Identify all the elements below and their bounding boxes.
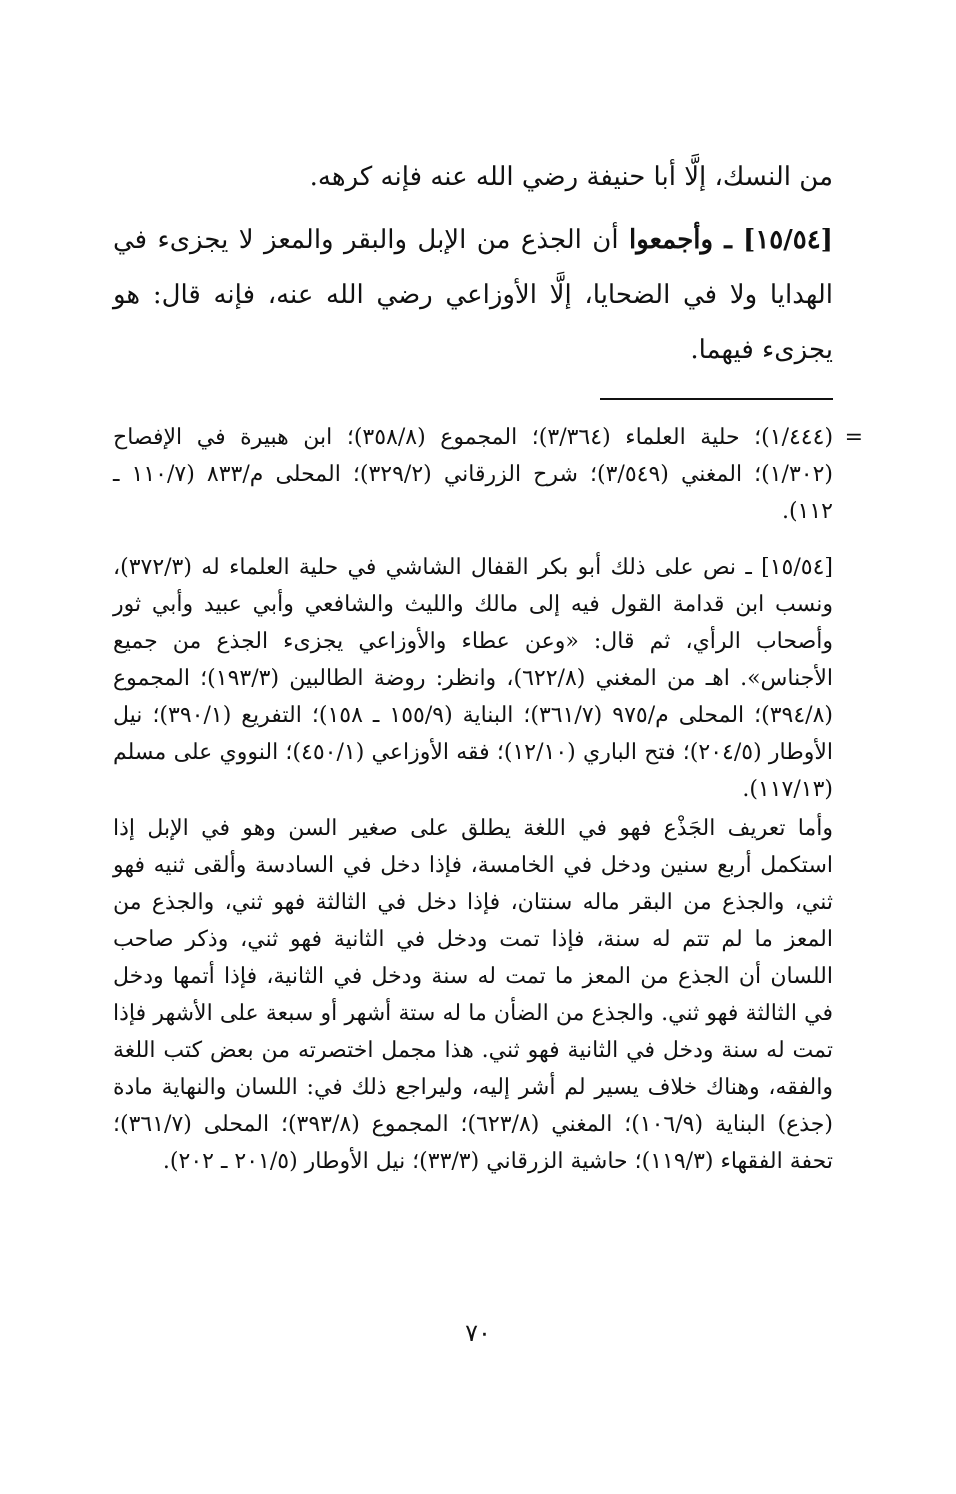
entry-number: [١٥/٥٤]	[743, 225, 833, 255]
continued-paragraph: من النسك، إلَّا أبا حنيفة رضي الله عنه فإنه كرهه.	[309, 162, 833, 192]
entry-text: أن الجذع من الإبل والبقر والمعز لا يجزىء في الهدايا ولا في الضحايا، إلَّا الأوزاعي رضي الله عنه، فإنه قال: هو يجزىء فيهما.	[113, 225, 833, 365]
footnote-separator	[600, 398, 833, 400]
entry-dash: ـ	[713, 225, 743, 255]
entry-paragraph	[113, 213, 833, 378]
footnote-entry-number: [١٥/٥٤]	[761, 555, 833, 580]
footnote-entry-text: نص على ذلك أبو بكر القفال الشاشي في حلية العلماء له (٣٧٢/٣)، ونسب ابن قدامة القول فيه إلى مالك والليث والشافعي وأبي عبيد وأبي ثور وأصحاب الرأي، ثم قال: «وعن عطاء والأوزاعي يجزىء الجذع من جميع الأجناس». اهـ من المغني (٦٢٢/٨)، وانظر: روضة الطالبين (١٩٣/٣)؛ المجموع (٣٩٤/٨)؛ المحلى م/٩٧٥ (٣٦١/٧)؛ البناية (١٥٥/٩ ـ ١٥٨)؛ التفريع (٣٩٠/١)؛ نيل الأوطار (٢٠٤/٥)؛ فتح الباري (١٢/١٠)؛ فقه الأوزاعي (٤٥٠/١)؛ النووي على مسلم (١١٧/١٣).	[113, 555, 834, 802]
footnotes	[113, 419, 863, 1180]
continuation-marker: =	[844, 425, 863, 450]
main-text	[113, 150, 833, 378]
footnote-definition: وأما تعريف الجَذْع فهو في اللغة يطلق على صغير السن وهو في الإبل إذا استكمل أربع سنين ودخل في الخامسة، فإذا دخل في السادسة وألقى ثنيه فهو ثني، والجذع من البقر ماله سنتان، فإذا دخل في الثالثة فهو ثني، والجذع من المعز ما لم تتم له سنة، فإذا تمت ودخل في الثانية فهو ثني، وذكر صاحب اللسان أن الجذع من المعز ما تمت له سنة ودخل في الثانية، فإذا أتمها ودخل في الثالثة فهو ثني. والجذع من الضأن ما له ستة أشهر أو سبعة على الأشهر فإذا تمت له سنة ودخل في الثانية فهو ثني. هذا مجمل اختصرته من بعض كتب اللغة والفقه، وهناك خلاف يسير لم أشر إليه، وليراجع ذلك في: اللسان والنهاية مادة (جذع) البناية (١٠٦/٩)؛ المغني (٦٢٣/٨)؛ المجموع (٣٩٣/٨)؛ المحلى (٣٦١/٧)؛ تحفة الفقهاء (١١٩/٣)؛ حاشية الزرقاني (٣٣/٣)؛ نيل الأوطار (٢٠١/٥ ـ ٢٠٢).	[113, 816, 833, 1174]
footnote-continued-text: (١/٤٤٤)؛ حلية العلماء (٣/٣٦٤)؛ المجموع (٣٥٨/٨)؛ ابن هبيرة في الإفصاح (١/٣٠٢)؛ المغني (٣/٥٤٩)؛ شرح الزرقاني (٣٢٩/٢)؛ المحلى م/٨٣٣ (١١٠/٧ ـ ١١٢).	[113, 425, 834, 524]
entry-lead-word: وأجمعوا	[628, 225, 714, 255]
footnote-continued	[113, 419, 863, 530]
page-number: ٧٠	[465, 1319, 491, 1347]
footnote-entry-dash: ـ	[736, 555, 762, 580]
footnote-entry	[113, 549, 833, 808]
